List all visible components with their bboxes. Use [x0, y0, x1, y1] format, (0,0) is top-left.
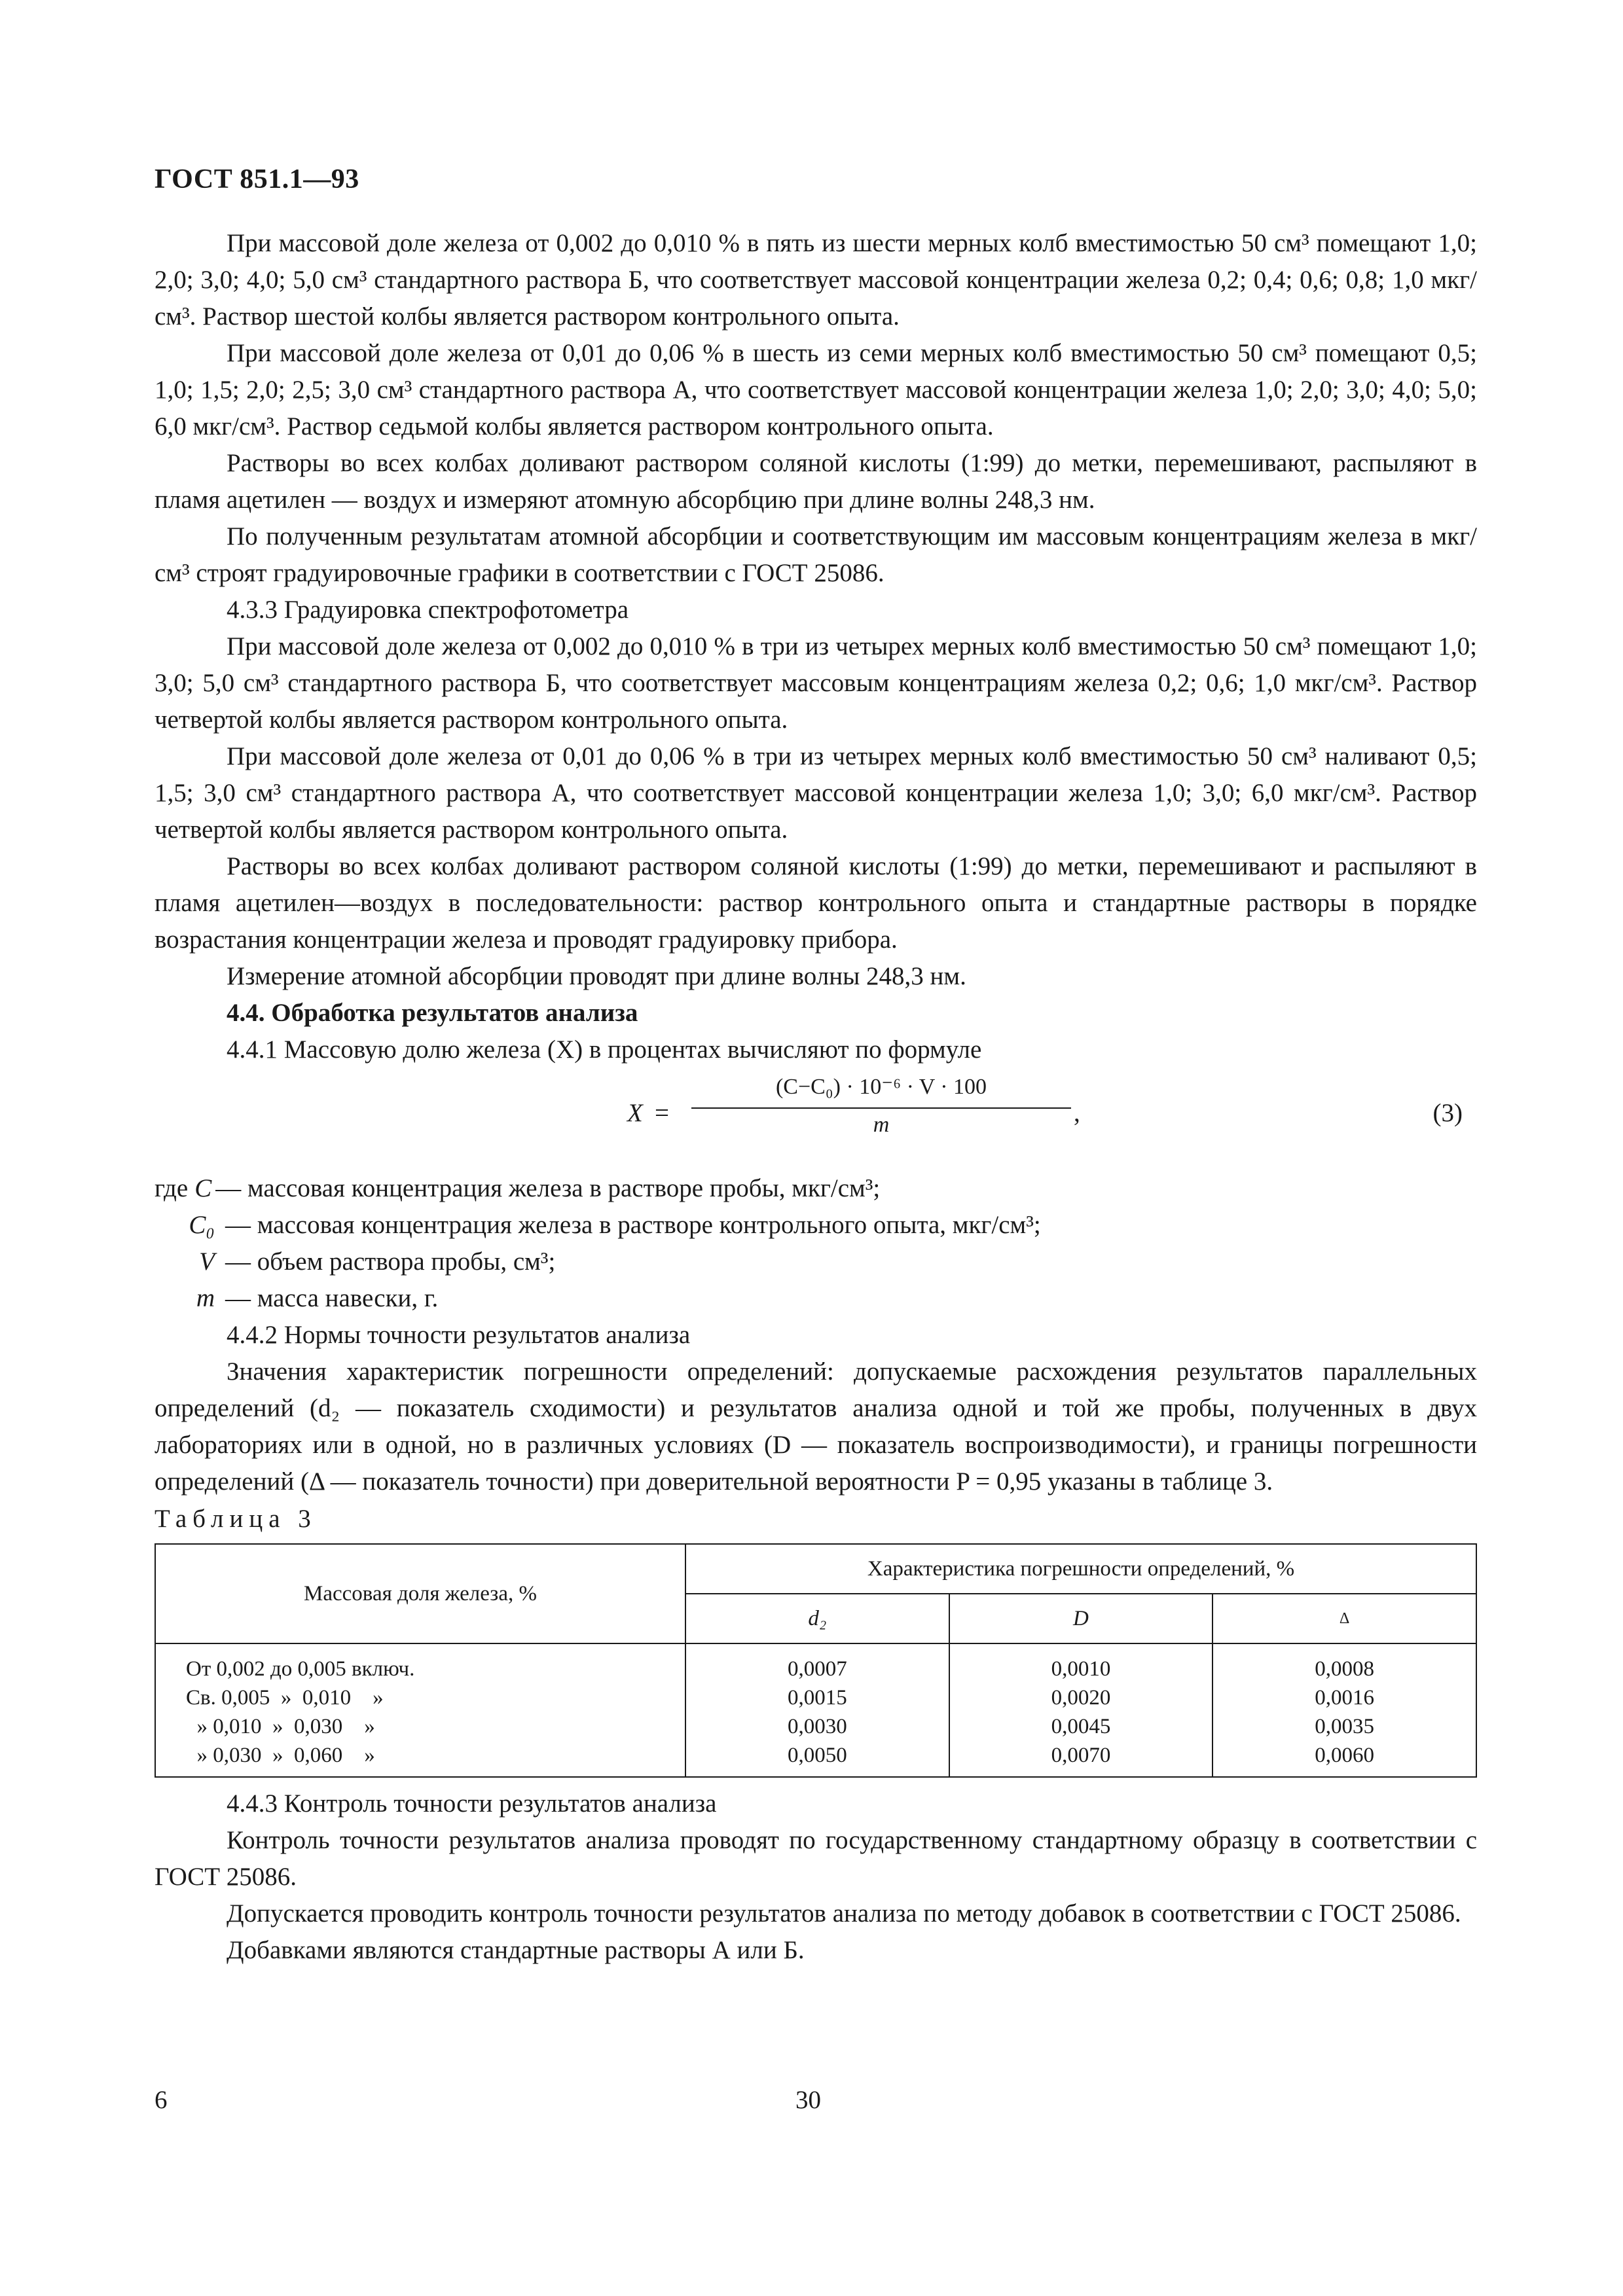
document-header: ГОСТ 851.1—93	[155, 164, 359, 194]
table-cell: 0,0016	[1315, 1686, 1375, 1710]
formula-denominator: m	[873, 1113, 890, 1137]
definition-term: C	[194, 1174, 212, 1202]
table-cell-mass	[155, 1643, 685, 1777]
formula-equals: =	[655, 1099, 669, 1127]
formula-lhs: X	[627, 1099, 643, 1127]
table-body-row	[155, 1643, 1476, 1777]
document-page	[155, 164, 1477, 1969]
table-subheader-D: D	[949, 1594, 1213, 1643]
section-heading-4-4-1: 4.4.1 Массовую долю железа (X) в процентах вычисляют по формуле	[227, 1035, 982, 1064]
table-cell: Св. 0,005 » 0,010 »	[186, 1686, 384, 1710]
paragraph: Допускается проводить контроль точности результатов анализа по методу добавок в соответствии с ГОСТ 25086.	[227, 1899, 1461, 1928]
paragraph: При массовой доле железа от 0,002 до 0,010 % в три из четырех мерных колб вместимостью 50 см³ помещают 1,0; 3,0; 5,0 см³ стандартного раствора Б, что соответствует массовым концентрациям железа 0,2; 0,6; 1,0 мкг/см³. Раствор четвертой колбы является раствором контрольного опыта.	[155, 632, 1477, 734]
table-cell: » 0,030 » 0,060 »	[186, 1744, 375, 1767]
paragraph: По полученным результатам атомной абсорбции и соответствующим им массовым концентрациям железа в мкг/см³ строят градуировочные графики в соответствии с ГОСТ 25086.	[155, 522, 1477, 587]
paragraph: Растворы во всех колбах доливают раствором соляной кислоты (1:99) до метки, перемешивают, распыляют в пламя ацетилен — воздух и измеряют атомную абсорбцию при длине волны 248,3 нм.	[155, 449, 1477, 514]
table-cell: 0,0050	[787, 1744, 847, 1767]
formula-numerator: (C−C₀) · 10⁻⁶ · V · 100	[775, 1075, 987, 1099]
definition-text: — массовая концентрация железа в растворе пробы, мкг/см³;	[215, 1174, 881, 1202]
formula-comma: ,	[1074, 1099, 1080, 1127]
definition-item	[155, 1280, 1477, 1317]
table-cell: 0,0030	[787, 1715, 847, 1738]
table-subheader-d2: d₂	[685, 1594, 949, 1643]
table-header-mass: Массовая доля железа, %	[155, 1544, 685, 1643]
table-header-group: Характеристика погрешности определений, %	[685, 1544, 1476, 1594]
table-cell: 0,0015	[787, 1686, 847, 1710]
section-heading-4-4: 4.4. Обработка результатов анализа	[227, 999, 638, 1027]
paragraph: Добавками являются стандартные растворы А или Б.	[227, 1936, 805, 1964]
table-cell: 0,0045	[1051, 1715, 1111, 1738]
table-cell-d2	[685, 1643, 949, 1777]
definition-item	[155, 1244, 1477, 1280]
table-cell: 0,0008	[1315, 1657, 1375, 1681]
paragraph: При массовой доле железа от 0,01 до 0,06 % в три из четырех мерных колб вместимостью 50 см³ наливают 0,5; 1,5; 3,0 см³ стандартного раствора А, что соответствует массовой концентрации железа 1,0; 3,0; 6,0 мкг/см³. Раствор четвертой колбы является раствором контрольного опыта.	[155, 742, 1477, 844]
definition-text: — масса навески, г.	[225, 1284, 439, 1312]
definition-text: — объем раствора пробы, см³;	[225, 1247, 556, 1276]
formula-definitions	[155, 1170, 1477, 1317]
paragraph: При массовой доле железа от 0,002 до 0,010 % в пять из шести мерных колб вместимостью 50 см³ помещают 1,0; 2,0; 3,0; 4,0; 5,0 см³ стандартного раствора Б, что соответствует массовой концентрации железа 0,2; 0,4; 0,6; 0,8; 1,0 мкг/см³. Раствор шестой колбы является раствором контрольного опыта.	[155, 229, 1477, 331]
section-heading-4-4-2: 4.4.2 Нормы точности результатов анализа	[227, 1321, 691, 1349]
paragraph: Измерение атомной абсорбции проводят при длине волны 248,3 нм.	[227, 962, 966, 990]
definition-term: C₀	[189, 1211, 215, 1239]
table-3	[155, 1543, 1477, 1778]
definition-lead: где	[155, 1174, 189, 1202]
paragraph: Значения характеристик погрешности определений: допускаемые расхождения результатов параллельных определений (d₂ — показатель сходимости) и результатов анализа одной и той же пробы, полученных в двух лабораториях или в одной, но в различных условиях (D — показатель воспроизводимости), и границы погрешности определений (Δ — показатель точности) при доверительной вероятности P = 0,95 указаны в таблице 3.	[155, 1357, 1477, 1496]
paragraph: Растворы во всех колбах доливают раствором соляной кислоты (1:99) до метки, перемешивают и распыляют в пламя ацетилен—воздух в последовательности: раствор контрольного опыта и стандартные растворы в порядке возрастания концентрации железа и проводят градуировку прибора.	[155, 852, 1477, 954]
definition-term: V	[199, 1247, 215, 1276]
table-cell-D	[949, 1643, 1213, 1777]
fraction-bar	[691, 1107, 1071, 1109]
paragraph: При массовой доле железа от 0,01 до 0,06 % в шесть из семи мерных колб вместимостью 50 см³ помещают 0,5; 1,0; 1,5; 2,0; 2,5; 3,0 см³ стандартного раствора А, что соответствует массовой концентрации железа 1,0; 2,0; 3,0; 4,0; 5,0; 6,0 мкг/см³. Раствор седьмой колбы является раствором контрольного опыта.	[155, 339, 1477, 440]
table-cell: От 0,002 до 0,005 включ.	[186, 1657, 415, 1681]
page-number-left: 6	[155, 2086, 168, 2114]
table-cell: 0,0070	[1051, 1744, 1111, 1767]
definition-text: — массовая концентрация железа в растворе контрольного опыта, мкг/см³;	[225, 1211, 1041, 1239]
page-number-center: 30	[795, 2086, 821, 2114]
table-cell: 0,0060	[1315, 1744, 1375, 1767]
table-caption: Таблица 3	[155, 1505, 317, 1533]
table-cell: » 0,010 » 0,030 »	[186, 1715, 375, 1738]
section-heading-4-4-3: 4.4.3 Контроль точности результатов анализа	[227, 1789, 717, 1818]
formula-number: (3)	[1432, 1099, 1463, 1127]
definition-item	[155, 1170, 1477, 1207]
paragraph: Контроль точности результатов анализа проводят по государственному стандартному образцу в соответствии с ГОСТ 25086.	[155, 1826, 1477, 1891]
section-heading-4-3-3: 4.3.3 Градуировка спектрофотометра	[227, 596, 629, 624]
table-cell: 0,0035	[1315, 1715, 1375, 1738]
table-cell-delta	[1213, 1643, 1476, 1777]
table-cell: 0,0007	[787, 1657, 847, 1681]
table-cell: 0,0010	[1051, 1657, 1111, 1681]
definition-item	[155, 1207, 1477, 1244]
formula-3	[155, 1068, 1477, 1170]
table-subheader-delta: Δ	[1213, 1594, 1476, 1643]
definition-term: m	[196, 1284, 215, 1312]
table-cell: 0,0020	[1051, 1686, 1111, 1710]
